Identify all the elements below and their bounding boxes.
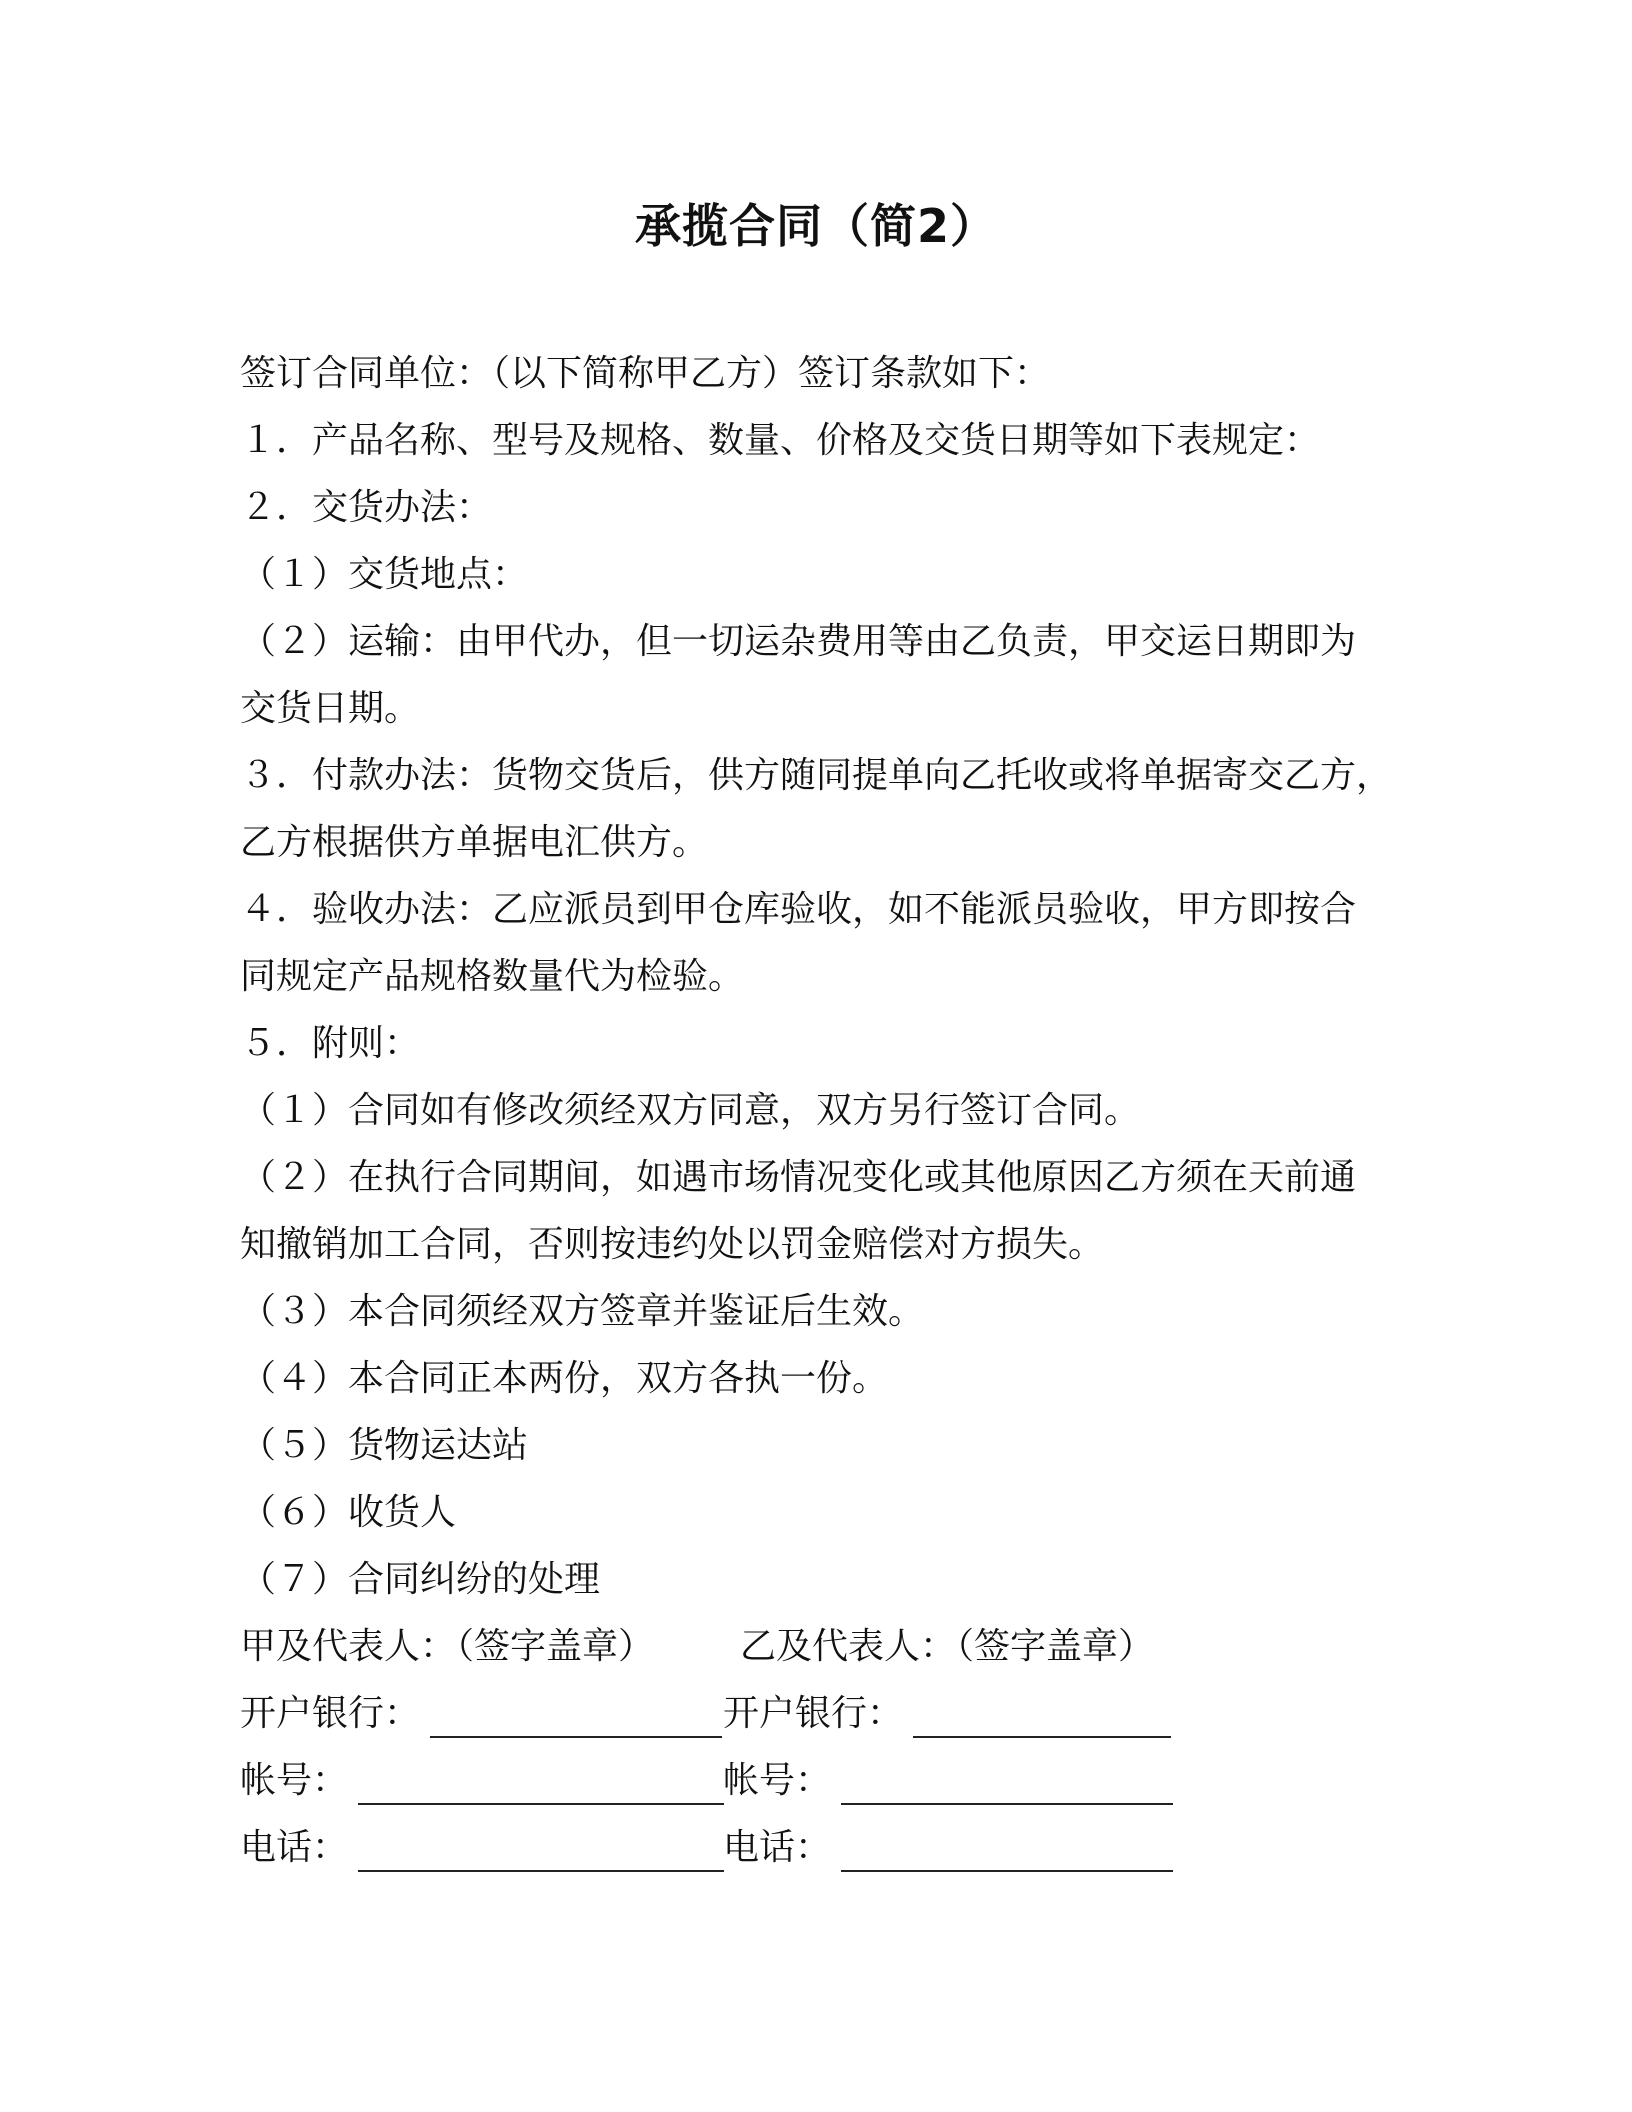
document-title: 承揽合同（简2） bbox=[634, 199, 997, 253]
clause-4-cont: 同规定产品规格数量代为检验。 bbox=[240, 956, 745, 997]
document-body bbox=[240, 340, 1400, 1881]
party-b-bank-label: 开户银行： bbox=[723, 1693, 904, 1734]
party-a-bank-label: 开户银行： bbox=[240, 1693, 421, 1734]
party-a-phone-blank bbox=[358, 1824, 724, 1872]
clause-3: ３．付款办法：货物交货后，供方随同提单向乙托收或将单据寄交乙方， bbox=[240, 755, 1393, 796]
party-a-account-blank bbox=[358, 1757, 724, 1805]
party-a-account-label: 帐号： bbox=[240, 1760, 349, 1801]
clause-4: ４．验收办法：乙应派员到甲仓库验收，如不能派员验收，甲方即按合 bbox=[240, 889, 1357, 930]
clause-5-3: （３）本合同须经双方签章并鉴证后生效。 bbox=[240, 1291, 925, 1332]
clause-2-2: （２）运输：由甲代办，但一切运杂费用等由乙负责，甲交运日期即为 bbox=[240, 621, 1357, 662]
clause-5-5: （５）货物运达站 bbox=[240, 1425, 529, 1466]
clause-5-2-cont: 知撤销加工合同，否则按违约处以罚金赔偿对方损失。 bbox=[240, 1224, 1105, 1265]
party-b-phone-label: 电话： bbox=[723, 1827, 832, 1868]
clause-5: ５．附则： bbox=[240, 1023, 421, 1064]
party-a-phone-label: 电话： bbox=[240, 1827, 349, 1868]
clause-5-4: （４）本合同正本两份，双方各执一份。 bbox=[240, 1358, 889, 1399]
clause-2-1: （１）交货地点： bbox=[240, 554, 529, 595]
clause-5-1: （１）合同如有修改须经双方同意，双方另行签订合同。 bbox=[240, 1090, 1141, 1131]
account-row bbox=[240, 1747, 1400, 1814]
party-b-representative: 乙及代表人：（签字盖章） bbox=[740, 1626, 1155, 1667]
clause-5-6: （６）收货人 bbox=[240, 1492, 457, 1533]
phone-row bbox=[240, 1814, 1400, 1881]
party-b-account-label: 帐号： bbox=[723, 1760, 832, 1801]
intro-line: 签订合同单位：（以下简称甲乙方）签订条款如下： bbox=[240, 353, 1051, 394]
party-a-representative: 甲及代表人：（签字盖章） bbox=[240, 1626, 655, 1667]
clause-5-2: （２）在执行合同期间，如遇市场情况变化或其他原因乙方须在天前通 bbox=[240, 1157, 1357, 1198]
party-b-bank-blank bbox=[913, 1690, 1171, 1738]
representative-row bbox=[240, 1613, 1400, 1680]
clause-2: ２．交货办法： bbox=[240, 487, 493, 528]
clause-3-cont: 乙方根据供方单据电汇供方。 bbox=[240, 822, 709, 863]
party-b-account-blank bbox=[841, 1757, 1173, 1805]
party-b-phone-blank bbox=[841, 1824, 1173, 1872]
clause-1: １．产品名称、型号及规格、数量、价格及交货日期等如下表规定： bbox=[240, 420, 1321, 461]
bank-row bbox=[240, 1680, 1400, 1747]
party-a-bank-blank bbox=[430, 1690, 722, 1738]
clause-2-2-cont: 交货日期。 bbox=[240, 688, 421, 729]
clause-5-7: （７）合同纠纷的处理 bbox=[240, 1559, 601, 1600]
